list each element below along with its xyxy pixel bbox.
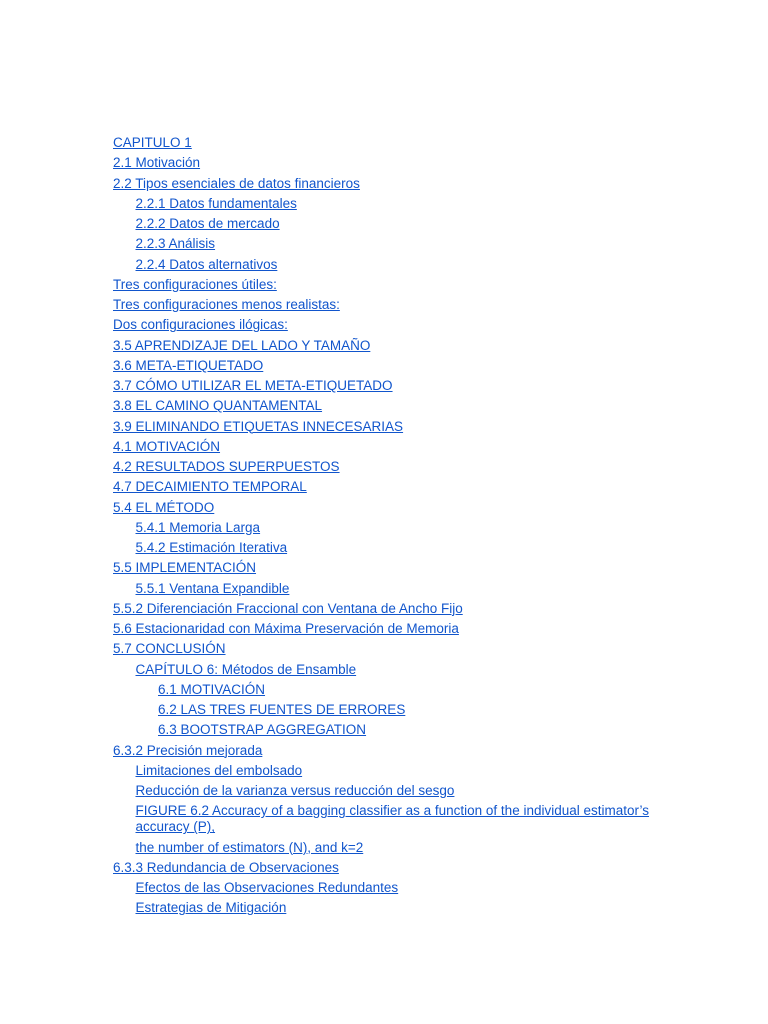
- toc-link[interactable]: 5.5.1 Ventana Expandible: [135, 580, 290, 596]
- toc-entry: [113, 783, 683, 799]
- table-of-contents: [113, 135, 683, 921]
- toc-link[interactable]: 3.7 CÓMO UTILIZAR EL META-ETIQUETADO: [113, 378, 393, 393]
- toc-entry: [113, 560, 683, 576]
- toc-link[interactable]: 5.5 IMPLEMENTACIÓN: [113, 560, 257, 576]
- toc-entry: [113, 520, 683, 536]
- toc-entry: [113, 257, 683, 273]
- toc-link[interactable]: Reducción de la varianza versus reducción del sesgo: [135, 783, 455, 798]
- toc-link[interactable]: 5.4.2 Estimación Iterativa: [135, 540, 288, 555]
- toc-link[interactable]: 4.2 RESULTADOS SUPERPUESTOS: [113, 459, 340, 474]
- toc-link[interactable]: 5.6 Estacionaridad con Máxima Preservación de Memoria: [113, 621, 459, 636]
- toc-entry: [113, 196, 683, 212]
- toc-link[interactable]: 5.5.2 Diferenciación Fraccional con Ventana de Ancho Fijo: [113, 600, 463, 616]
- toc-entry: [113, 155, 683, 171]
- toc-link[interactable]: 2.2.4 Datos alternativos: [135, 256, 278, 272]
- toc-entry: [113, 135, 683, 151]
- toc-entry: [113, 479, 683, 495]
- toc-link[interactable]: 2.1 Motivación: [113, 155, 201, 171]
- toc-link[interactable]: 4.1 MOTIVACIÓN: [113, 438, 221, 454]
- toc-entry: [113, 459, 683, 475]
- toc-entry: [113, 880, 683, 896]
- toc-link[interactable]: 6.1 MOTIVACIÓN: [158, 681, 266, 697]
- toc-entry: [113, 900, 683, 916]
- toc-entry: [113, 840, 683, 856]
- toc-link[interactable]: FIGURE 6.2 Accuracy of a bagging classifier as a function of the individual estimator’s accuracy (P),: [135, 803, 650, 835]
- toc-entry: [113, 540, 683, 556]
- toc-link[interactable]: Limitaciones del embolsado: [135, 762, 303, 778]
- toc-entry: [113, 722, 683, 738]
- toc-entry: [113, 641, 683, 657]
- toc-link[interactable]: 5.4.1 Memoria Larga: [135, 519, 261, 535]
- toc-link[interactable]: Tres configuraciones útiles:: [113, 276, 277, 292]
- toc-entry: [113, 297, 683, 313]
- toc-entry: [113, 338, 683, 354]
- toc-entry: [113, 358, 683, 374]
- toc-link[interactable]: Dos configuraciones ilógicas:: [113, 317, 288, 333]
- toc-entry: [113, 763, 683, 779]
- toc-link[interactable]: Tres configuraciones menos realistas:: [113, 297, 340, 312]
- toc-entry: [113, 682, 683, 698]
- toc-entry: [113, 743, 683, 759]
- toc-link[interactable]: 6.3 BOOTSTRAP AGGREGATION: [158, 722, 367, 738]
- toc-link[interactable]: 3.8 EL CAMINO QUANTAMENTAL: [113, 398, 323, 414]
- toc-link[interactable]: 3.6 META-ETIQUETADO: [113, 357, 264, 373]
- toc-entry: [113, 621, 683, 637]
- toc-link[interactable]: 6.3.2 Precisión mejorada: [113, 742, 263, 758]
- toc-entry: [113, 581, 683, 597]
- toc-link[interactable]: 2.2.2 Datos de mercado: [135, 216, 280, 231]
- toc-entry: [113, 378, 683, 394]
- toc-entry: [113, 277, 683, 293]
- toc-link[interactable]: 5.4 EL MÉTODO: [113, 499, 215, 515]
- toc-entry: [113, 176, 683, 192]
- toc-entry: [113, 439, 683, 455]
- toc-entry: [113, 398, 683, 414]
- toc-link[interactable]: Estrategias de Mitigación: [135, 900, 287, 916]
- toc-link[interactable]: CAPITULO 1: [113, 135, 192, 150]
- toc-link[interactable]: 2.2 Tipos esenciales de datos financieros: [113, 175, 360, 191]
- toc-link[interactable]: CAPÍTULO 6: Métodos de Ensamble: [135, 661, 357, 677]
- toc-link[interactable]: 5.7 CONCLUSIÓN: [113, 641, 226, 657]
- toc-link[interactable]: 3.9 ELIMINANDO ETIQUETAS INNECESARIAS: [113, 418, 404, 434]
- toc-link[interactable]: 3.5 APRENDIZAJE DEL LADO Y TAMAÑO: [113, 337, 371, 353]
- toc-link[interactable]: 2.2.1 Datos fundamentales: [135, 195, 297, 211]
- toc-link[interactable]: 6.3.3 Redundancia de Observaciones: [113, 859, 339, 875]
- toc-entry: [113, 860, 683, 876]
- toc-entry: [113, 216, 683, 232]
- toc-link[interactable]: 6.2 LAS TRES FUENTES DE ERRORES: [158, 702, 406, 717]
- toc-entry: [113, 419, 683, 435]
- toc-link[interactable]: Efectos de las Observaciones Redundantes: [135, 880, 399, 895]
- toc-entry: [113, 702, 683, 718]
- toc-entry: [113, 500, 683, 516]
- toc-entry: [113, 601, 683, 617]
- toc-link[interactable]: the number of estimators (N), and k=2: [135, 839, 364, 855]
- toc-entry: [113, 662, 683, 678]
- toc-entry: [113, 803, 683, 835]
- toc-link[interactable]: 4.7 DECAIMIENTO TEMPORAL: [113, 479, 307, 495]
- toc-entry: [113, 236, 683, 252]
- toc-entry: [113, 317, 683, 333]
- toc-link[interactable]: 2.2.3 Análisis: [135, 236, 216, 252]
